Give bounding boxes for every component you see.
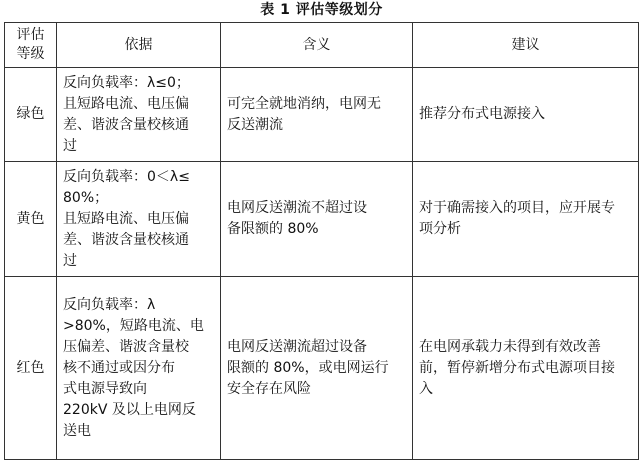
basis-line: 且短路电流、电压偏 [63,95,189,112]
evaluation-grade-table [4,22,639,460]
basis-cell [57,162,221,277]
grade-yellow: 黄色 [5,162,57,277]
meaning-cell [221,68,413,162]
table-header-row [5,23,639,68]
basis-line: 过 [63,137,77,154]
suggestion-cell [413,68,639,162]
grade-red: 红色 [5,277,57,460]
suggestion-line: 项分析 [419,221,461,237]
basis-line: 核不通过或因分布 [63,359,175,376]
table-row-red [5,277,639,460]
basis-line: 压偏差、谐波含量校 [63,338,189,355]
meaning-line: 限额的 80%，或电网运行 [227,359,389,376]
grade-green: 绿色 [5,68,57,162]
header-meaning: 含义 [221,23,413,68]
table-row-yellow [5,162,639,277]
meaning-cell [221,162,413,277]
suggestion-line: 在电网承载力未得到有效改善 [419,338,601,355]
basis-line: 80%； [63,189,109,206]
basis-line: 差、谐波含量校核通 [63,116,189,133]
suggestion-line: 入 [419,380,433,397]
basis-line: 反向负载率：0＜λ≤ [63,168,190,185]
header-suggestion: 建议 [413,23,639,68]
suggestion-cell [413,162,639,277]
meaning-line: 备限额的 80% [227,221,319,237]
basis-line: 反向负载率：λ [63,296,156,313]
meaning-line: 可完全就地消纳，电网无 [227,95,381,112]
basis-line: 220kV 及以上电网反 [63,401,196,418]
table-row-green [5,68,639,162]
basis-cell [57,68,221,162]
suggestion-cell [413,277,639,460]
meaning-line: 电网反送潮流超过设备 [227,338,367,355]
basis-cell [57,277,221,460]
table-caption: 表 1 评估等级划分 [260,2,383,18]
basis-line: 差、谐波含量校核通 [63,231,189,248]
basis-line: 反向负载率：λ≤0； [63,74,190,91]
meaning-line: 反送潮流 [227,116,283,133]
meaning-cell [221,277,413,460]
suggestion-line: 推荐分布式电源接入 [419,106,545,122]
meaning-line: 电网反送潮流不超过设 [227,200,367,216]
header-basis: 依据 [57,23,221,68]
header-grade [5,23,57,68]
basis-line: 且短路电流、电压偏 [63,210,189,227]
header-grade-line: 等级 [16,46,45,62]
basis-line: 式电源导致向 [63,380,147,397]
basis-line: 过 [63,252,77,269]
meaning-line: 安全存在风险 [227,380,311,397]
basis-line: >80%，短路电流、电 [63,317,204,334]
header-grade-line: 评估 [16,27,45,43]
basis-line: 送电 [63,422,91,439]
suggestion-line: 对于确需接入的项目，应开展专 [419,200,615,216]
suggestion-line: 前，暂停新增分布式电源项目接 [419,359,615,376]
